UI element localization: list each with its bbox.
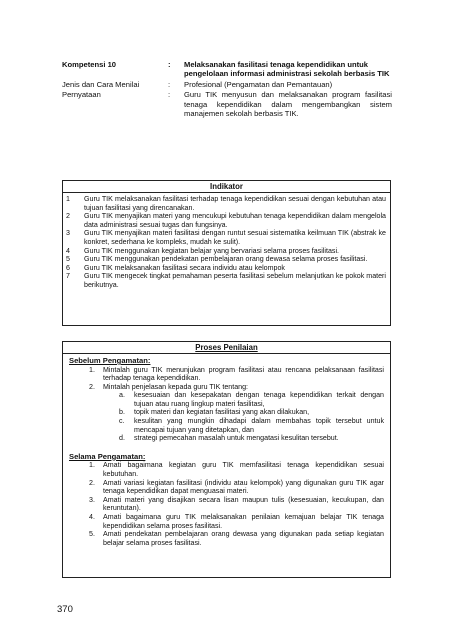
- before-observation-title: Sebelum Pengamatan:: [69, 356, 151, 365]
- assessment-type-value: Profesional (Pengamatan dan Pemantauan): [184, 79, 333, 89]
- during-observation-title: Selama Pengamatan:: [69, 451, 146, 461]
- indicator-number: 2: [66, 212, 70, 221]
- page-number: 370: [57, 604, 73, 615]
- item-text: Amati variasi kegiatan fasilitasi (individu atau kelompok) yang digunakan guru TIK agar tenaga kependidikan dapat menguasai materi.: [103, 478, 384, 496]
- statement-label: Pernyataan: [62, 90, 101, 100]
- item-text: Amati materi yang disajikan secara lisan maupun tulis (kesesuaian, kecukupan, dan keruntutan).: [103, 495, 384, 513]
- indicator-table: [62, 180, 391, 326]
- indicator-text: Guru TIK menggunakan kegiatan belajar yang bervariasi selama proses fasilitasi.: [84, 246, 339, 255]
- item-text: Amati bagaimana guru TIK melaksanakan penilaian kemajuan belajar TIK tenaga kependidikan selama proses fasilitasi.: [103, 512, 384, 530]
- indicator-list: [63, 193, 390, 290]
- indicator-text: Guru TIK melaksanakan fasilitasi secara individu atau kelompok: [84, 263, 285, 272]
- indicator-number: 4: [66, 246, 70, 255]
- indicator-item: [66, 272, 386, 289]
- competency-label: Kompetensi 10: [62, 60, 117, 69]
- colon: :: [168, 60, 171, 69]
- list-item: [89, 366, 384, 383]
- list-item: [89, 496, 384, 513]
- list-item: [89, 461, 384, 478]
- sub-list: [119, 391, 384, 443]
- indicator-item: [66, 229, 386, 246]
- indicator-item: [66, 255, 386, 264]
- item-text: Amati bagaimana kegiatan guru TIK memfasilitasi tenaga kependidikan sesuai kebutuhan.: [103, 461, 384, 478]
- sub-item-text: strategi pemecahan masalah untuk mengatasi kesulitan tersebut.: [134, 434, 339, 443]
- indicator-item: [66, 247, 386, 256]
- assessment-type-label: Jenis dan Cara Menilai: [62, 79, 140, 89]
- before-observation-list: [89, 366, 384, 443]
- item-number: 1.: [89, 461, 95, 470]
- section-spacer: [69, 443, 384, 452]
- sub-item-text: kesesuaian dan kesepakatan dengan tenaga kependidikan terkait dengan tujuan atau ruang lingkup materi fasilitasi,: [134, 391, 384, 408]
- item-number: 2.: [89, 478, 95, 487]
- item-text: Amati pendekatan pembelajaran orang dewasa yang digunakan pada setiap kegiatan belajar selama proses fasilitasi.: [103, 530, 384, 547]
- statement-value: Guru TIK menyusun dan melaksanakan program fasilitasi tenaga kependidikan dalam mengembangkan sistem manajemen sekolah berbasis TIK.: [184, 90, 392, 119]
- item-number: 3.: [89, 495, 95, 504]
- indicator-text: Guru TIK menyajikan materi fasilitasi dengan runtut sesuai sistematika keilmuan TIK (abstrak ke konkret, sederhana ke kompleks, mudah ke sulit).: [84, 229, 386, 246]
- sub-item-text: kesulitan yang mungkin dihadapi dalam membahas topik tersebut untuk mencapai tujuan yang ditetapkan, dan: [134, 417, 384, 434]
- list-item: [89, 530, 384, 547]
- sub-item-letter: b.: [119, 408, 125, 417]
- sub-list-item: [119, 417, 384, 434]
- item-number: 5.: [89, 530, 95, 539]
- colon: :: [168, 79, 171, 89]
- list-item: [89, 513, 384, 530]
- indicator-text: Guru TIK menggunakan pendekatan pembelajaran orang dewasa selama proses fasilitasi.: [84, 255, 368, 264]
- item-number: 4.: [89, 512, 95, 521]
- indicator-item: [66, 264, 386, 273]
- item-number: 1.: [89, 365, 95, 374]
- indicator-number: 5: [66, 255, 70, 264]
- item-number: 2.: [89, 382, 95, 391]
- process-body: [63, 354, 390, 547]
- item-text: Mintalah penjelasan kepada guru TIK tentang:: [103, 382, 248, 391]
- during-observation-list: [89, 461, 384, 547]
- item-text: Mintalah guru TIK menunjukan program fasilitasi atau rencana pelaksanaan fasilitasi terhadap tenaga kependidikan.: [103, 365, 384, 383]
- list-item: [89, 479, 384, 496]
- process-title: Proses Penilaian: [63, 342, 390, 354]
- sub-item-letter: a.: [119, 391, 125, 400]
- indicator-text: Guru TIK mengecek tingkat pemahaman peserta fasilitasi sebelum melanjutkan ke pokok materi berikutnya.: [84, 272, 386, 289]
- indicator-text: Guru TIK melaksanakan fasilitasi terhadap tenaga kependidikan sesuai dengan kebutuhan atau tujuan fasilitasi yang direncanakan.: [84, 195, 386, 212]
- competency-row: [62, 60, 392, 79]
- sub-item-letter: d.: [119, 434, 125, 443]
- indicator-item: [66, 212, 386, 229]
- sub-list-item: [119, 408, 384, 417]
- indicator-number: 7: [66, 272, 70, 281]
- assessment-process-table: [62, 341, 391, 578]
- indicator-title: Indikator: [63, 181, 390, 193]
- colon: :: [168, 90, 171, 100]
- indicator-number: 1: [66, 195, 70, 203]
- assessment-type-row: [62, 80, 392, 89]
- sub-item-letter: c.: [119, 417, 125, 426]
- list-item: [89, 383, 384, 392]
- competency-value: Melaksanakan fasilitasi tenaga kependidikan untuk pengelolaan informasi administrasi sekolah berbasis TIK: [184, 60, 390, 79]
- sub-list-item: [119, 391, 384, 408]
- statement-row: [62, 90, 392, 118]
- sub-item-text: topik materi dan kegiatan fasilitasi yang akan dilakukan,: [134, 408, 310, 417]
- competency-header: [62, 60, 392, 118]
- indicator-item: [66, 195, 386, 212]
- sub-list-item: [119, 434, 384, 443]
- indicator-text: Guru TIK menyajikan materi yang mencukupi kebutuhan tenaga kependidikan dalam mengelola data administrasi sesuai tugas dan fungsinya.: [84, 212, 386, 229]
- indicator-number: 3: [66, 229, 70, 238]
- indicator-number: 6: [66, 263, 70, 272]
